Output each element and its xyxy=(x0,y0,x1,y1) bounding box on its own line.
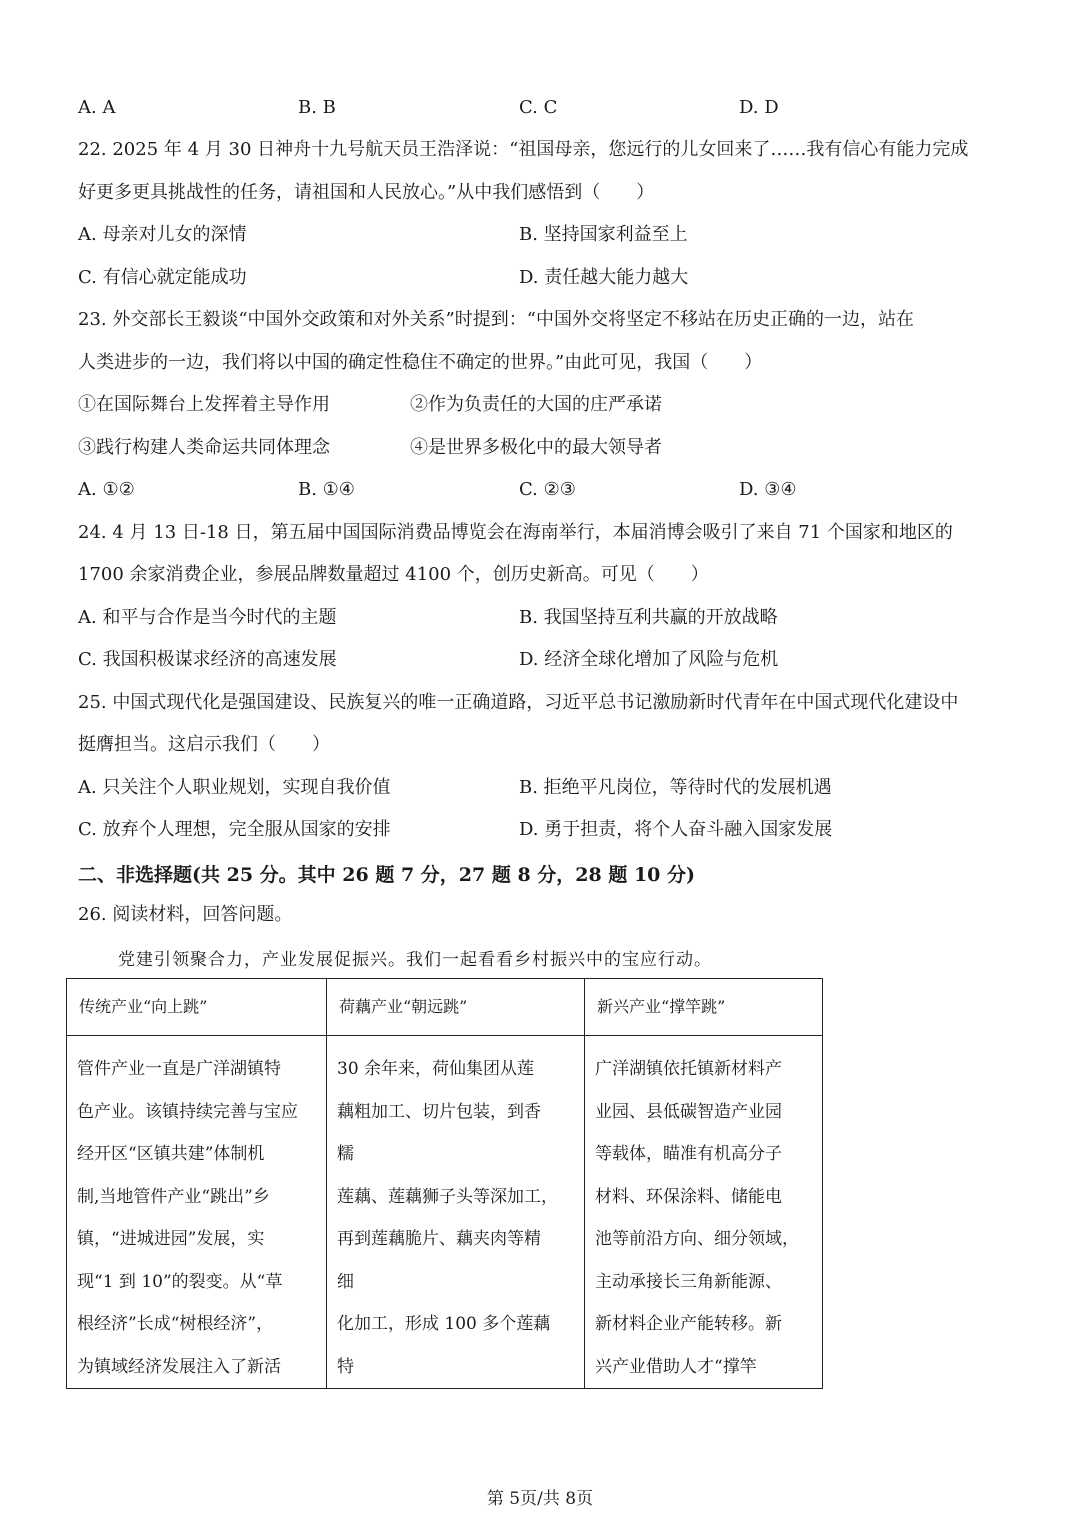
cell-line: 莲藕、莲藕狮子头等深加工， xyxy=(337,1186,558,1207)
q26-material-table xyxy=(66,978,823,1389)
table-cell-emerging xyxy=(585,1036,823,1389)
cell-line: 再到莲藕脆片、藕夹肉等精 xyxy=(337,1229,541,1249)
page-number: 第 5页/共 8页 xyxy=(486,1489,594,1509)
q23-stem-line-1: 23. 外交部长王毅谈“中国外交政策和对外关系”时提到：“中国外交将坚定不移站在历史正确的一边，站在 xyxy=(78,309,914,330)
q24-stem-line-1: 24. 4 月 13 日-18 日，第五届中国国际消费品博览会在海南举行，本届消博会吸引了来自 71 个国家和地区的 xyxy=(78,522,953,543)
cell-line: 等载体，瞄准有机高分子 xyxy=(595,1144,782,1164)
q23-statement-3: ③践行构建人类命运共同体理念 xyxy=(78,437,330,458)
cell-line: 池等前沿方向、细分领域， xyxy=(595,1229,799,1249)
cell-line: 细 xyxy=(337,1271,354,1292)
table-header-row xyxy=(67,979,823,1036)
cell-line: 材料、环保涂料、储能电 xyxy=(595,1186,782,1207)
q23-statement-1: ①在国际舞台上发挥着主导作用 xyxy=(78,394,330,415)
q25-option-b: B. 拒绝平凡岗位，等待时代的发展机遇 xyxy=(519,777,832,798)
cell-line: 制,当地管件产业“跳出”乡 xyxy=(77,1186,270,1207)
q22-stem-line-2: 好更多更具挑战性的任务，请祖国和人民放心。”从中我们感悟到（ ） xyxy=(78,182,655,203)
cell-line: 特 xyxy=(337,1356,354,1377)
table-cell-lotus-root xyxy=(327,1036,585,1389)
q23-option-c: C. ②③ xyxy=(519,479,576,500)
q25-option-a: A. 只关注个人职业规划，实现自我价值 xyxy=(78,777,391,798)
table-header-lotus-root: 荷藕产业“朝远跳” xyxy=(327,979,585,1036)
q24-option-a: A. 和平与合作是当今时代的主题 xyxy=(78,607,337,628)
q22-option-d: D. 责任越大能力越大 xyxy=(519,267,689,288)
q23-statement-4: ④是世界多极化中的最大领导者 xyxy=(410,437,662,458)
q26-stem: 26. 阅读材料，回答问题。 xyxy=(78,904,293,925)
q22-option-a: A. 母亲对儿女的深情 xyxy=(78,224,247,245)
q22-option-b: B. 坚持国家利益至上 xyxy=(519,224,688,245)
table-body-row xyxy=(67,1036,823,1389)
cell-line: 30 余年来，荷仙集团从莲 xyxy=(337,1059,535,1079)
q21-option-a: A. A xyxy=(78,97,116,118)
cell-line: 化加工，形成 100 多个莲藕 xyxy=(337,1314,551,1334)
q25-stem-line-1: 25. 中国式现代化是强国建设、民族复兴的唯一正确道路，习近平总书记激励新时代青年在中国式现代化建设中 xyxy=(78,692,959,713)
cell-line: 色产业。该镇持续完善与宝应 xyxy=(77,1101,298,1122)
cell-line: 藕粗加工、切片包装，到香 xyxy=(337,1101,541,1122)
q24-option-d: D. 经济全球化增加了风险与危机 xyxy=(519,649,779,670)
cell-line: 经开区“区镇共建”体制机 xyxy=(77,1144,265,1164)
cell-line: 镇，“进城进园”发展，实 xyxy=(77,1229,265,1249)
cell-line: 管件产业一直是广洋湖镇特 xyxy=(77,1059,281,1079)
q25-stem-line-2: 挺膺担当。这启示我们（ ） xyxy=(78,734,330,755)
table-cell-traditional xyxy=(67,1036,327,1389)
q21-option-b: B. B xyxy=(298,97,336,118)
table-header-emerging: 新兴产业“撑竿跳” xyxy=(585,979,823,1036)
q25-option-d: D. 勇于担责，将个人奋斗融入国家发展 xyxy=(519,819,833,840)
q23-option-b: B. ①④ xyxy=(298,479,355,500)
q23-option-a: A. ①② xyxy=(78,479,135,500)
cell-line: 广洋湖镇依托镇新材料产 xyxy=(595,1059,782,1079)
q24-stem-line-2: 1700 余家消费企业，参展品牌数量超过 4100 个，创历史新高。可见（ ） xyxy=(78,564,709,585)
cell-line: 现“1 到 10”的裂变。从“草 xyxy=(77,1271,283,1292)
cell-line: 根经济”长成“树根经济”， xyxy=(77,1314,274,1334)
q22-option-c: C. 有信心就定能成功 xyxy=(78,267,247,288)
q25-option-c: C. 放弃个人理想，完全服从国家的安排 xyxy=(78,819,391,840)
q21-option-d: D. D xyxy=(739,97,779,118)
cell-line: 主动承接长三角新能源、 xyxy=(595,1271,782,1292)
cell-line: 业园、县低碳智造产业园 xyxy=(595,1101,782,1122)
cell-line: 新材料企业产能转移。新 xyxy=(595,1314,782,1334)
q23-stem-line-2: 人类进步的一边，我们将以中国的确定性稳住不确定的世界。”由此可见，我国（ ） xyxy=(78,352,763,373)
table-header-traditional: 传统产业“向上跳” xyxy=(67,979,327,1036)
q23-option-d: D. ③④ xyxy=(739,479,797,500)
q24-option-b: B. 我国坚持互利共赢的开放战略 xyxy=(519,607,778,628)
section-2-heading: 二、非选择题(共 25 分。其中 26 题 7 分，27 题 8 分，28 题 10 分) xyxy=(78,864,696,886)
q26-material-intro: 党建引领聚合力，产业发展促振兴。我们一起看看乡村振兴中的宝应行动。 xyxy=(118,950,712,970)
cell-line: 为镇域经济发展注入了新活 xyxy=(77,1356,281,1377)
q24-option-c: C. 我国积极谋求经济的高速发展 xyxy=(78,649,337,670)
cell-line: 糯 xyxy=(337,1144,354,1164)
q23-statement-2: ②作为负责任的大国的庄严承诺 xyxy=(410,394,662,415)
cell-line: 兴产业借助人才“撑竿 xyxy=(595,1356,757,1377)
q21-option-c: C. C xyxy=(519,97,558,118)
q22-stem-line-1: 22. 2025 年 4 月 30 日神舟十九号航天员王浩泽说：“祖国母亲，您远行的儿女回来了……我有信心有能力完成 xyxy=(78,139,969,160)
